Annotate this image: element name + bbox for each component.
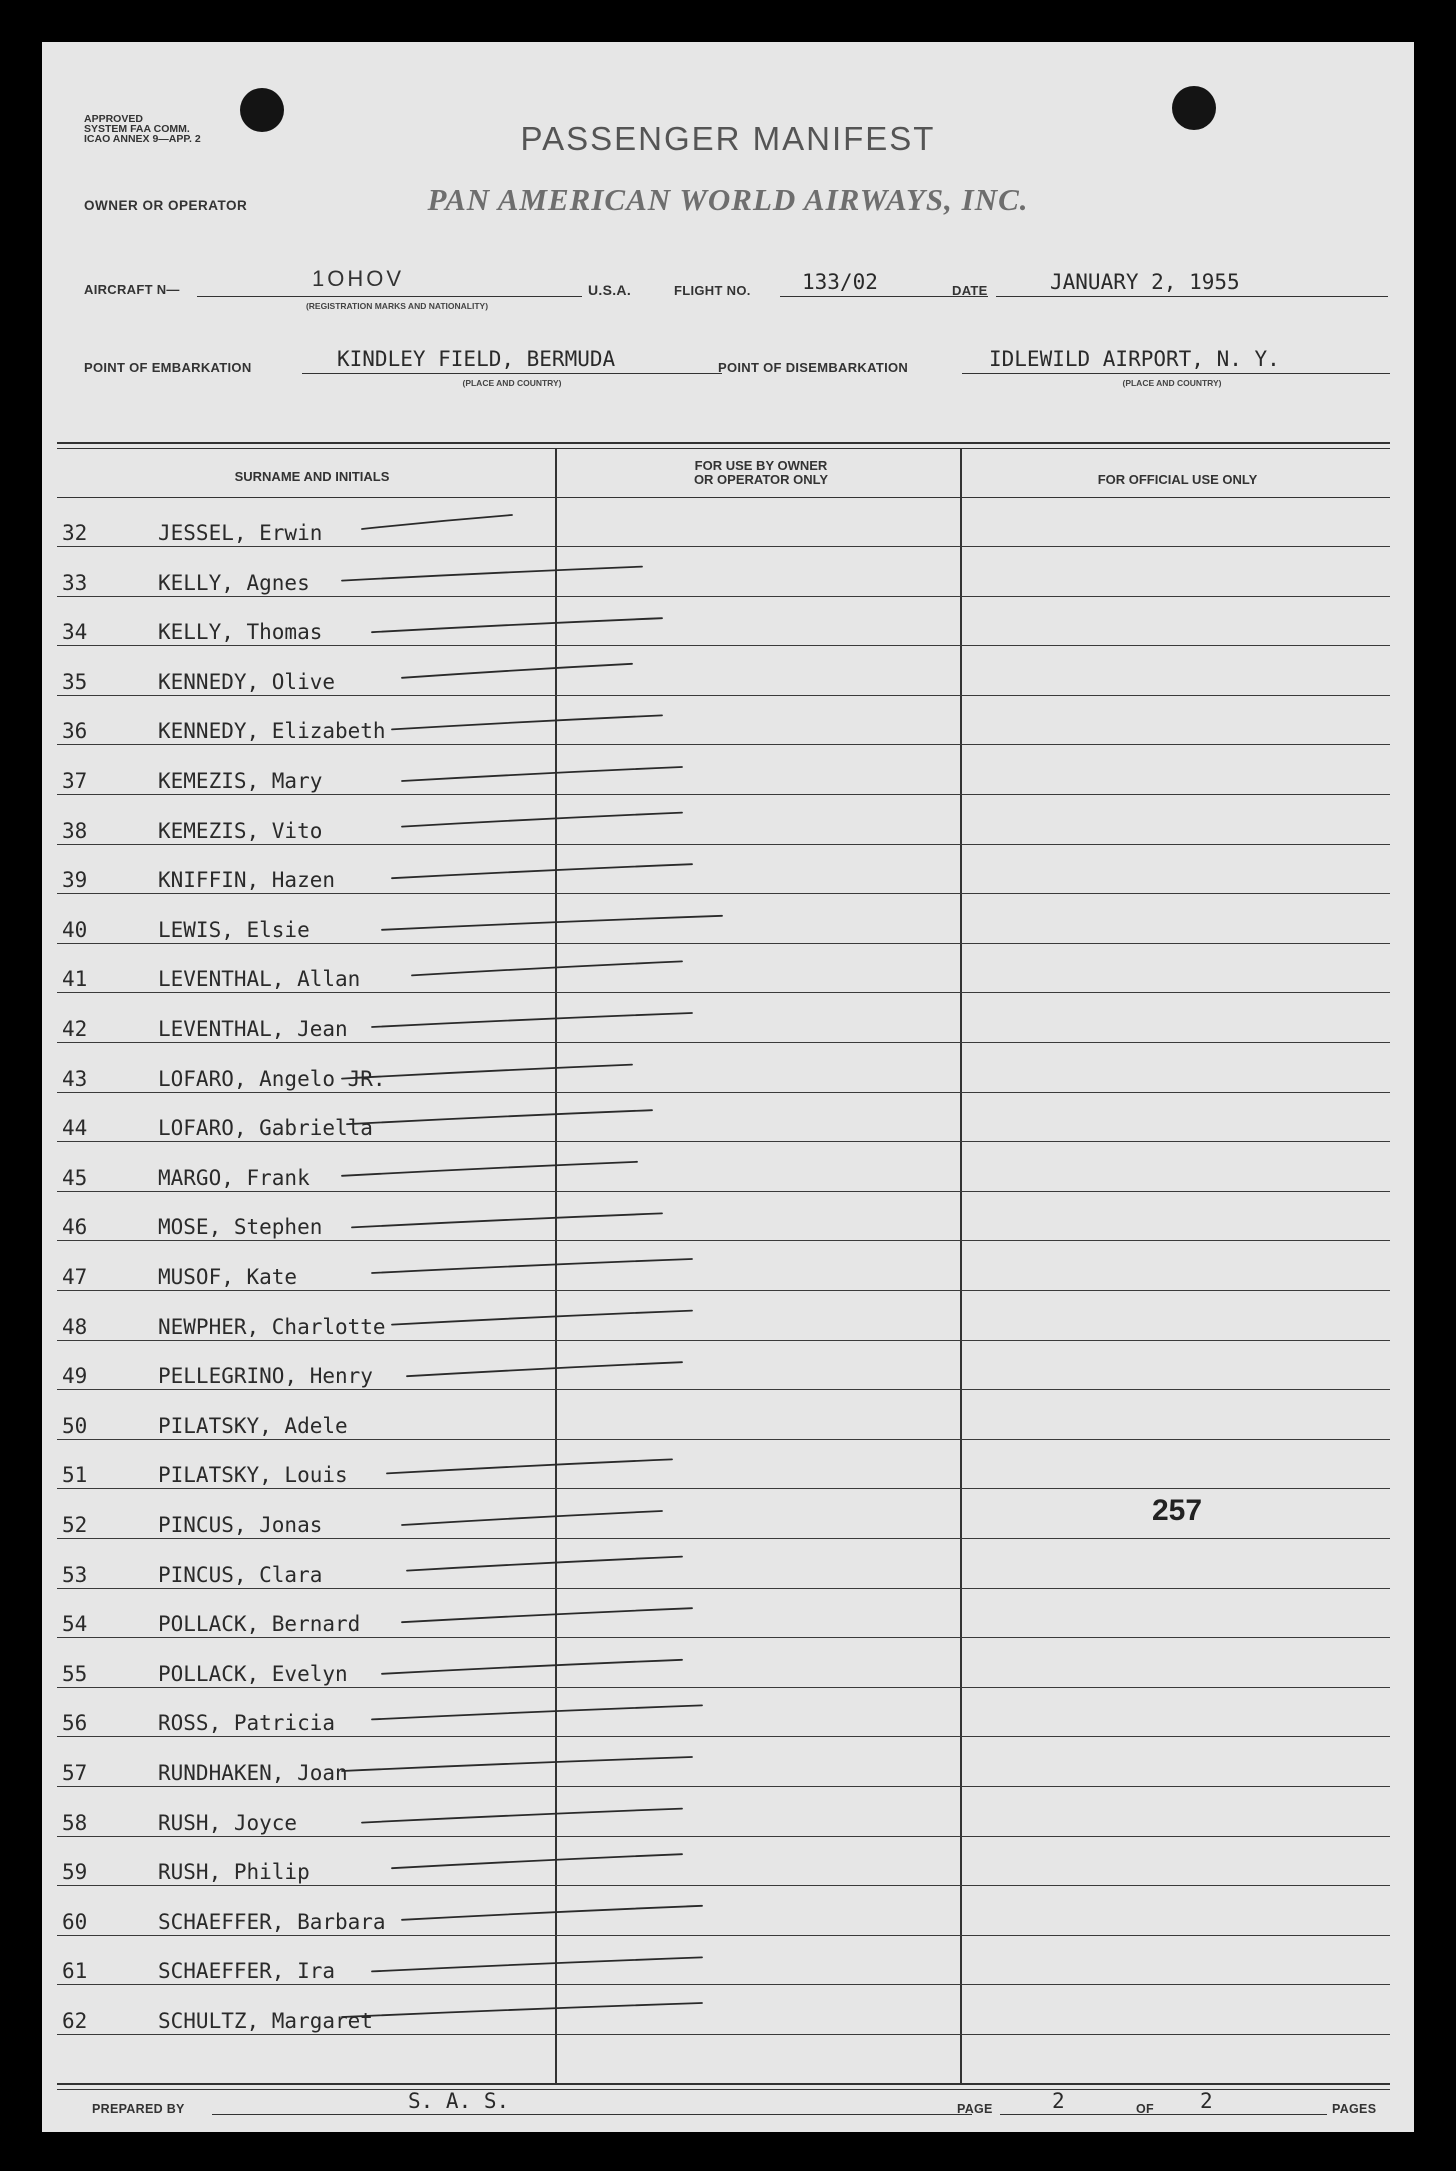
aircraft-value: 1OHOV <box>312 266 405 291</box>
total-pages: 2 <box>1200 2089 1213 2113</box>
operator-name: PAN AMERICAN WORLD AIRWAYS, INC. <box>427 182 1029 217</box>
check-stroke <box>342 2003 702 2017</box>
date-value: JANUARY 2, 1955 <box>1050 270 1240 294</box>
check-stroke <box>372 618 662 632</box>
flight-value: 133/02 <box>802 270 878 294</box>
check-stroke <box>372 1013 692 1027</box>
check-stroke <box>342 1757 692 1771</box>
passenger-name: JESSEL, Erwin <box>158 521 323 545</box>
page-number: 2 <box>1052 2089 1065 2113</box>
passenger-name: LOFARO, Gabriella <box>158 1116 373 1141</box>
passenger-number: 60 <box>62 1909 88 1934</box>
passenger-number: 43 <box>62 1066 88 1091</box>
check-stroke <box>362 515 512 529</box>
check-stroke <box>382 1660 682 1674</box>
passenger-name: RUNDHAKEN, Joan <box>158 1761 348 1785</box>
passenger-name: MUSOF, Kate <box>158 1265 298 1289</box>
passenger-name: KEMEZIS, Vito <box>158 818 323 843</box>
passenger-number: 51 <box>62 1463 88 1488</box>
prepared-value: S. A. S. <box>408 2089 510 2113</box>
check-stroke <box>342 1065 632 1079</box>
passenger-number: 46 <box>62 1215 88 1240</box>
column-header-surname: SURNAME AND INITIALS <box>234 469 390 484</box>
passenger-number: 32 <box>62 521 88 545</box>
check-stroke <box>407 1362 682 1376</box>
passenger-number: 38 <box>62 818 88 843</box>
passenger-number: 57 <box>62 1761 88 1785</box>
passenger-name: KENNEDY, Olive <box>158 669 336 694</box>
passenger-number: 35 <box>62 669 88 694</box>
check-stroke <box>342 567 642 581</box>
official-note: 257 <box>1152 1494 1203 1527</box>
passenger-number: 61 <box>62 1959 88 1984</box>
passenger-name: MOSE, Stephen <box>158 1215 323 1240</box>
passenger-number: 48 <box>62 1314 88 1339</box>
passenger-number: 56 <box>62 1711 88 1736</box>
check-stroke <box>387 1459 672 1473</box>
passenger-number: 54 <box>62 1612 88 1637</box>
passenger-number: 41 <box>62 967 88 992</box>
embark-value: KINDLEY FIELD, BERMUDA <box>337 347 616 371</box>
check-stroke <box>402 1906 702 1920</box>
passenger-name: PILATSKY, Adele <box>158 1413 348 1438</box>
prepared-underline <box>212 2114 972 2115</box>
passenger-number: 34 <box>62 620 88 645</box>
passenger-name: NEWPHER, Charlotte <box>158 1314 386 1339</box>
aircraft-label: AIRCRAFT N— <box>84 282 180 297</box>
prepared-label: PREPARED BY <box>92 2102 185 2116</box>
passenger-name: PINCUS, Clara <box>158 1562 323 1587</box>
passenger-number: 53 <box>62 1562 88 1587</box>
check-stroke <box>372 1957 702 1971</box>
flight-label: FLIGHT NO. <box>674 283 751 298</box>
check-stroke <box>407 1557 682 1571</box>
passenger-name: ROSS, Patricia <box>158 1711 336 1736</box>
passenger-number: 45 <box>62 1165 88 1190</box>
disembark-sublabel: (PLACE AND COUNTRY) <box>1122 378 1222 388</box>
column-header-owner-use-1: FOR USE BY OWNER <box>694 458 828 473</box>
passenger-number: 47 <box>62 1265 88 1289</box>
date-label: DATE <box>952 283 988 298</box>
of-underline <box>1162 2114 1327 2115</box>
passenger-number: 33 <box>62 570 88 595</box>
passenger-number: 40 <box>62 917 88 942</box>
check-stroke <box>402 1511 662 1525</box>
check-stroke <box>392 715 662 729</box>
passenger-name: KEMEZIS, Mary <box>158 769 323 793</box>
check-stroke <box>392 1311 692 1325</box>
passenger-name: RUSH, Joyce <box>158 1810 298 1835</box>
check-stroke <box>372 1705 702 1719</box>
check-stroke <box>372 1259 692 1273</box>
approved-line: ICAO ANNEX 9—APP. 2 <box>84 133 201 145</box>
check-stroke <box>362 1809 682 1823</box>
passenger-name: LOFARO, Angelo JR. <box>158 1066 386 1091</box>
passenger-name: SCHULTZ, Margaret <box>158 2009 373 2033</box>
passenger-number: 50 <box>62 1413 88 1438</box>
check-stroke <box>352 1213 662 1227</box>
passenger-name: LEVENTHAL, Allan <box>158 967 361 992</box>
passenger-name: LEVENTHAL, Jean <box>158 1017 348 1041</box>
passenger-name: KNIFFIN, Hazen <box>158 868 336 893</box>
passenger-number: 55 <box>62 1661 88 1686</box>
disembark-value: IDLEWILD AIRPORT, N. Y. <box>989 347 1280 371</box>
column-header-official: FOR OFFICIAL USE ONLY <box>1097 472 1258 487</box>
passenger-name: RUSH, Philip <box>158 1860 310 1885</box>
passenger-number: 58 <box>62 1810 88 1835</box>
passenger-name: PILATSKY, Louis <box>158 1463 348 1488</box>
passenger-number: 37 <box>62 769 88 793</box>
check-stroke <box>347 1110 652 1124</box>
check-stroke <box>412 961 682 975</box>
passenger-name: MARGO, Frank <box>158 1165 310 1190</box>
page-title: PASSENGER MANIFEST <box>520 120 936 157</box>
passenger-number: 62 <box>62 2009 88 2033</box>
manifest-sheet <box>42 42 1414 2132</box>
passenger-number: 52 <box>62 1513 88 1537</box>
passenger-name: PINCUS, Jonas <box>158 1513 323 1537</box>
passenger-name: POLLACK, Evelyn <box>158 1661 348 1686</box>
passenger-number: 42 <box>62 1017 88 1041</box>
check-stroke <box>392 864 692 878</box>
passenger-name: LEWIS, Elsie <box>158 917 310 942</box>
check-stroke <box>392 1854 682 1868</box>
check-stroke <box>402 813 682 827</box>
check-stroke <box>342 1162 637 1176</box>
passenger-name: PELLEGRINO, Henry <box>158 1364 373 1389</box>
check-stroke <box>402 664 632 678</box>
handwritten-check-marks <box>42 42 1414 2132</box>
passenger-name: KELLY, Agnes <box>158 570 310 595</box>
country-label: U.S.A. <box>588 282 632 298</box>
page-label: PAGE <box>957 2102 993 2116</box>
passenger-number: 44 <box>62 1116 88 1141</box>
check-stroke <box>402 767 682 781</box>
approved-line: SYSTEM FAA COMM. <box>84 123 190 135</box>
embark-sublabel: (PLACE AND COUNTRY) <box>462 378 562 388</box>
disembark-label: POINT OF DISEMBARKATION <box>718 360 909 375</box>
passenger-name: SCHAEFFER, Barbara <box>158 1909 386 1934</box>
check-stroke <box>402 1608 692 1622</box>
embark-label: POINT OF EMBARKATION <box>84 360 252 375</box>
of-label: OF <box>1136 2102 1154 2116</box>
passenger-name: SCHAEFFER, Ira <box>158 1959 336 1984</box>
passenger-number: 36 <box>62 719 88 744</box>
passenger-name: KELLY, Thomas <box>158 620 323 645</box>
aircraft-sublabel: (REGISTRATION MARKS AND NATIONALITY) <box>305 301 489 311</box>
passenger-number: 59 <box>62 1860 88 1885</box>
approved-line: APPROVED <box>84 113 143 125</box>
check-stroke <box>382 916 722 930</box>
pages-label: PAGES <box>1332 2102 1377 2116</box>
passenger-number: 49 <box>62 1364 88 1389</box>
passenger-number: 39 <box>62 868 88 893</box>
owner-label: OWNER OR OPERATOR <box>84 198 248 213</box>
passenger-name: POLLACK, Bernard <box>158 1612 361 1637</box>
passenger-name: KENNEDY, Elizabeth <box>158 719 386 744</box>
column-header-owner-use-2: OR OPERATOR ONLY <box>693 472 829 487</box>
